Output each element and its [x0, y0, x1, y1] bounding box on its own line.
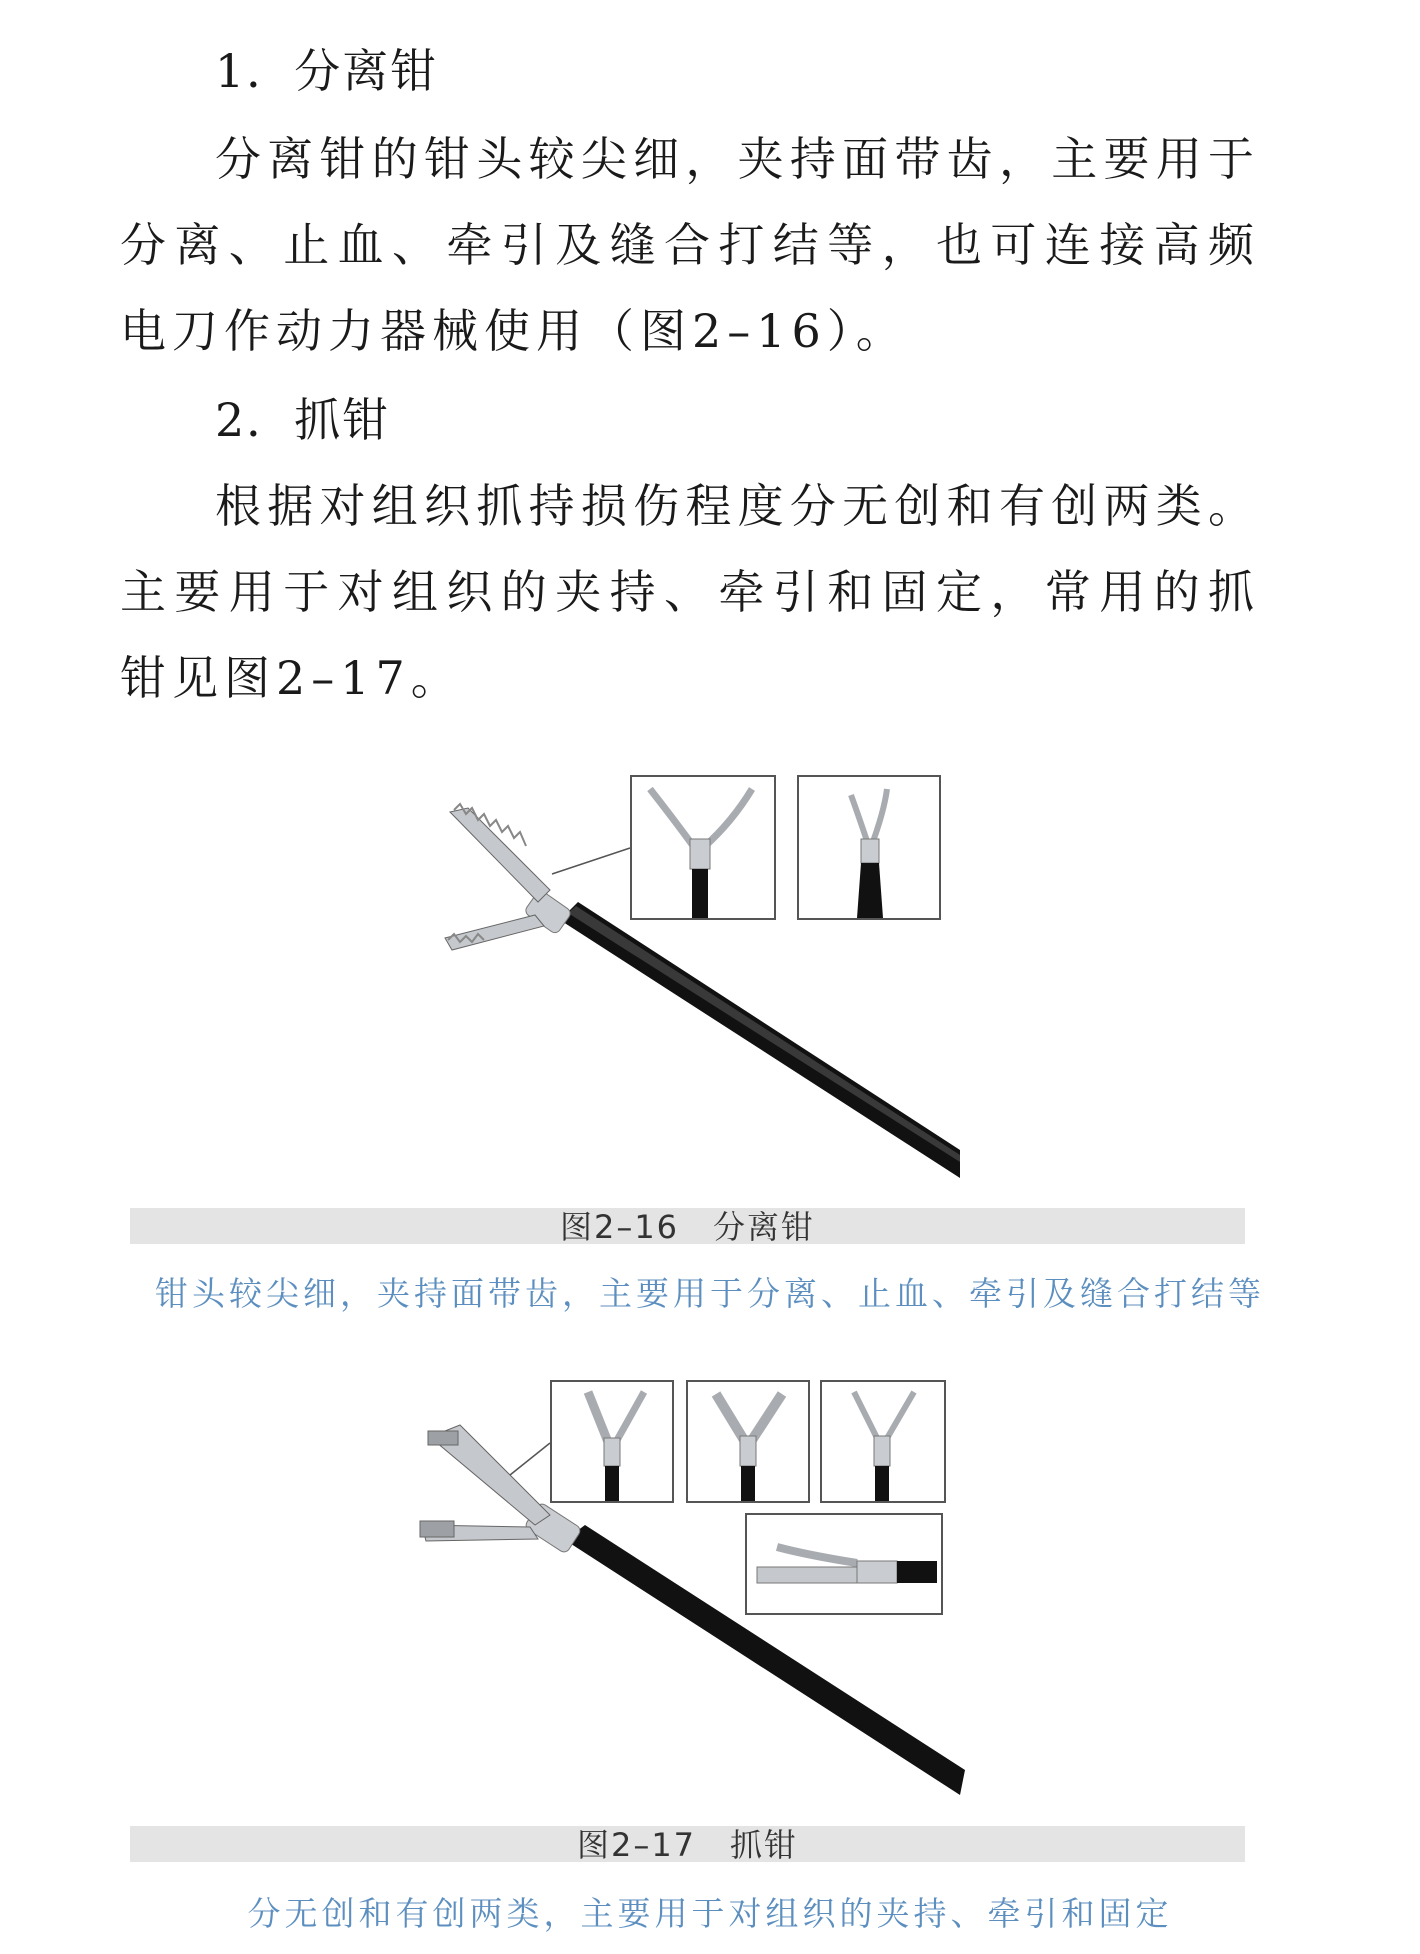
- inset-grasper-toothed: [550, 1380, 674, 1503]
- figure-caption-2: 图2–17 抓钳: [576, 1826, 799, 1864]
- section-heading-1: 1．分离钳: [215, 44, 439, 98]
- inset-grasper-slim: [820, 1380, 946, 1503]
- wide-grasper-icon: [688, 1382, 808, 1501]
- curved-dissector-open-icon: [632, 777, 774, 918]
- section-paragraph-2: 根据对组织抓持损伤程度分无创和有创两类。主要用于对组织的夹持、牵引和固定，常用的抓钳见图2–17。: [120, 479, 1260, 705]
- slim-grasper-icon: [822, 1382, 944, 1501]
- section-heading-2: 2．抓钳: [215, 393, 391, 447]
- figure-note-2: 分无创和有创两类，主要用于对组织的夹持、牵引和固定: [247, 1894, 1173, 1933]
- section-paragraph-1: 分离钳的钳头较尖细，夹持面带齿，主要用于分离、止血、牵引及缝合打结等，也可连接高频电刀作动力器械使用（图2–16）。: [120, 132, 1260, 358]
- figure-note-1: 钳头较尖细，夹持面带齿，主要用于分离、止血、牵引及缝合打结等: [155, 1274, 1265, 1313]
- figure-caption-1: 图2–16 分离钳: [559, 1208, 816, 1246]
- side-view-grasper-icon: [747, 1515, 941, 1613]
- inset-grasper-side: [745, 1513, 943, 1615]
- inset-grasper-wide: [686, 1380, 810, 1503]
- curved-dissector-closed-icon: [799, 777, 939, 918]
- figure-caption-bar-1: [130, 1208, 1245, 1244]
- inset-dissector-curved-closed: [797, 775, 941, 920]
- toothed-grasper-icon: [552, 1382, 672, 1501]
- inset-dissector-curved-open: [630, 775, 776, 920]
- figure-caption-bar-2: [130, 1826, 1245, 1862]
